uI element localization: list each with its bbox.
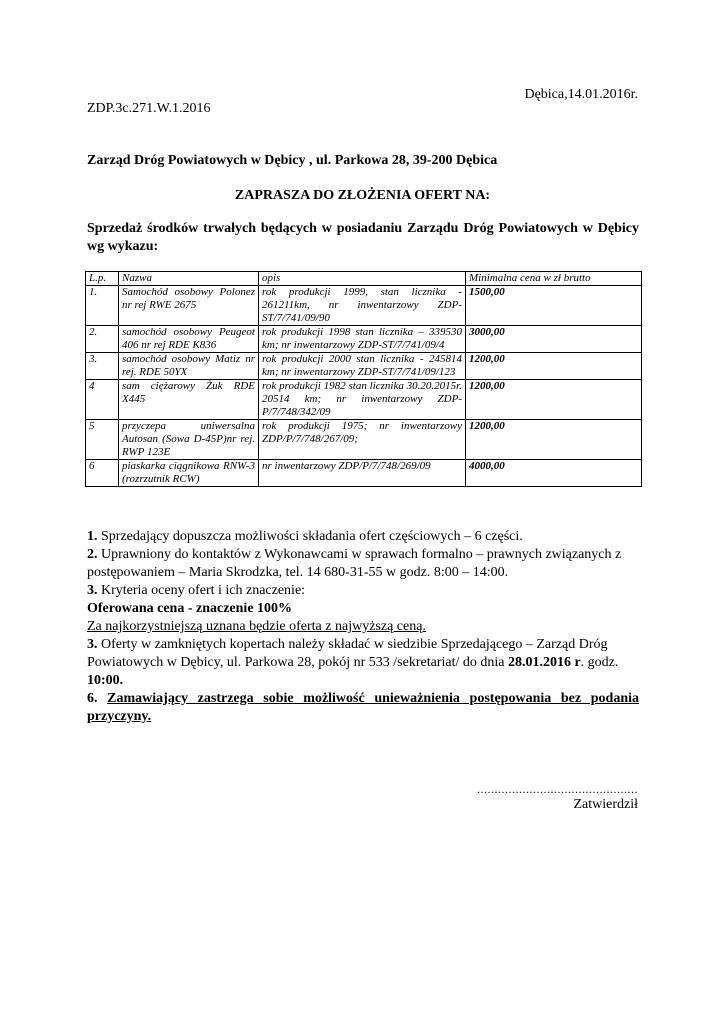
row-price: 1200,00: [466, 420, 642, 460]
row-name: piaskarka ciągnikowa RNW-3 (rozrzutnik RCW): [119, 460, 259, 487]
note-3: [87, 582, 639, 600]
document-date: Dębica,14.01.2016r.: [524, 87, 638, 102]
row-lp: 3.: [86, 353, 119, 380]
row-name: sam ciężarowy Żuk RDE X445: [119, 380, 259, 420]
row-desc: rok produkcji 2000 stan licznika - 245814 km; nr inwentarzowy ZDP-ST/7/741/09/123: [259, 353, 466, 380]
row-price: 1500,00: [466, 286, 642, 326]
note-1: [87, 528, 639, 546]
header-desc: opis: [259, 272, 466, 286]
row-name: Samochód osobowy Polonez nr rej RWE 2675: [119, 286, 259, 326]
note-6: [87, 690, 639, 726]
row-desc: nr inwentarzowy ZDP/P/7/748/269/09: [259, 460, 466, 487]
note-2: [87, 546, 639, 582]
note-4-text: Oferty w zamkniętych kopertach należy składać w siedzibie Sprzedającego – Zarząd Dróg Powiatowych w Dębicy, ul. Parkowa 28, pokój nr 533 /sekretariat/ do dnia: [87, 637, 608, 670]
header-price: Minimalna cena w zł brutto: [466, 272, 642, 286]
note-3-text: Kryteria oceny ofert i ich znaczenie:: [97, 583, 306, 598]
row-price: 3000,00: [466, 326, 642, 353]
criteria-rule: Za najkorzystniejszą uznana będzie oferta z najwyższą ceną.: [87, 619, 426, 634]
note-4-number: 3.: [87, 637, 98, 652]
row-price: 4000,00: [466, 460, 642, 487]
header-lp: L.p.: [86, 272, 119, 286]
row-lp: 6: [86, 460, 119, 487]
row-desc: rok produkcji 1999, stan licznika - 261211km, nr inwentarzowy ZDP-ST/7/741/09/90: [259, 286, 466, 326]
row-name: przyczepa uniwersalna Autosan (Sowa D-45P)nr rej. RWP 123E: [119, 420, 259, 460]
header-name: Nazwa: [119, 272, 259, 286]
criteria-price: Oferowana cena - znaczenie 100%: [87, 601, 293, 616]
note-3-number: 3.: [87, 583, 98, 598]
items-table: [85, 271, 642, 487]
table-row: [86, 353, 642, 380]
notes-section: [87, 528, 639, 726]
row-desc: rok produkcji 1998 stan licznika – 339530 km; nr inwentarzowy ZDP-ST/7/741/09/4: [259, 326, 466, 353]
approval-label: Zatwierdził: [573, 797, 638, 812]
table-row: [86, 286, 642, 326]
subject-text: Sprzedaż środków trwałych będących w posiadaniu Zarządu Dróg Powiatowych w Dębicy wg wykazu:: [87, 221, 639, 254]
table-row: [86, 420, 642, 460]
deadline-time: 10:00.: [87, 673, 124, 688]
table-header-row: [86, 272, 642, 286]
row-name: samochód osobowy Peugeot 406 nr rej RDE K836: [119, 326, 259, 353]
note-6-number: 6.: [87, 691, 98, 706]
table-row: [86, 460, 642, 487]
invitation-heading: ZAPRASZA DO ZŁOŻENIA OFERT NA:: [234, 188, 491, 203]
note-2-number: 2.: [87, 547, 98, 562]
row-desc: rok produkcji 1982 stan licznika 30.20.2015r. 20514 km; nr inwentarzowy ZDP-P/7/748/342/09: [259, 380, 466, 420]
row-lp: 5: [86, 420, 119, 460]
deadline-date: 28.01.2016 r: [507, 655, 581, 670]
note-1-number: 1.: [87, 529, 98, 544]
organization-address: Zarząd Dróg Powiatowych w Dębicy , ul. Parkowa 28, 39-200 Dębica: [87, 153, 498, 168]
table-row: [86, 380, 642, 420]
note-1-text: Sprzedający dopuszcza możliwości składania ofert częściowych – 6 części.: [97, 529, 523, 544]
row-lp: 1.: [86, 286, 119, 326]
row-price: 1200,00: [466, 353, 642, 380]
row-price: 1200,00: [466, 380, 642, 420]
row-desc: rok produkcji 1975; nr inwentarzowy ZDP/P/7/748/267/09;: [259, 420, 466, 460]
note-6-text: Zamawiający zastrzega sobie możliwość unieważnienia postępowania bez podania przyczyny.: [87, 691, 639, 724]
row-lp: 2.: [86, 326, 119, 353]
reference-number: ZDP.3c.271.W.1.2016: [87, 101, 211, 116]
row-lp: 4: [86, 380, 119, 420]
row-name: samochód osobowy Matiz nr rej. RDE 50YX: [119, 353, 259, 380]
table-row: [86, 326, 642, 353]
note-2-text: Uprawniony do kontaktów z Wykonawcami w sprawach formalno – prawnych związanych z postępowaniem – Maria Skrodzka, tel. 14 680-31-55 w godz. 8:00 – 14:00.: [87, 547, 622, 580]
signature-line: ..............................................: [477, 782, 638, 796]
note-4: 3. Oferty w zamkniętych kopertach należy składać w siedzibie Sprzedającego – Zarząd Dróg Powiatowych w Dębicy, ul. Parkowa 28, pokój nr 533 /sekretariat/ do dnia 28.01.2016 r. godz. 10:00.: [87, 637, 619, 688]
